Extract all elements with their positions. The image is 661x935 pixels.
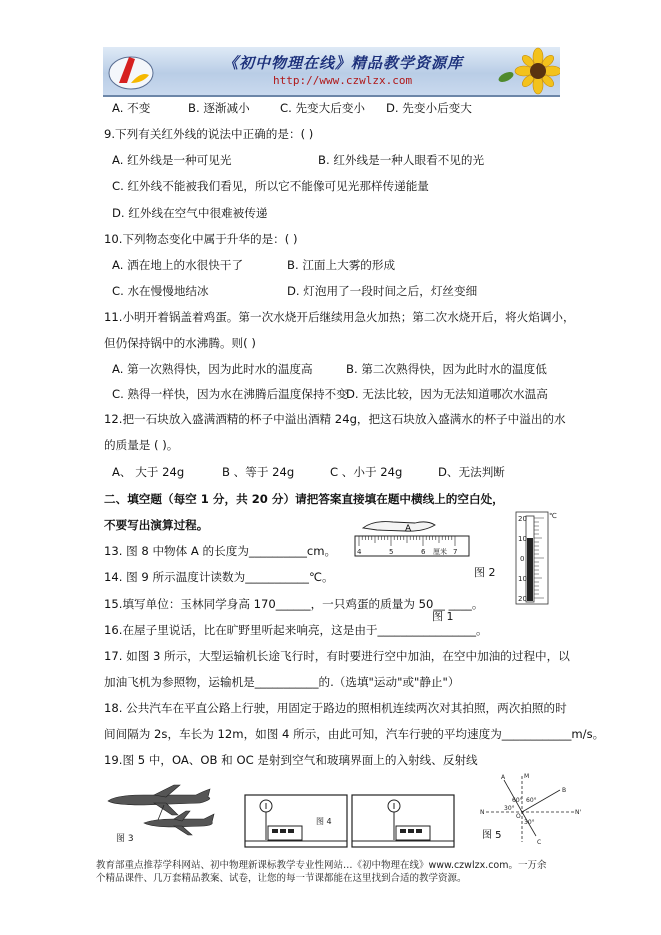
label-n-prime: N' [575, 809, 582, 816]
figure-3-aircraft [104, 783, 226, 845]
q13-text: 13. 图 8 中物体 A 的长度为__________cm。 [104, 544, 337, 558]
figure-2-label: 图 2 [474, 566, 496, 579]
q10-option-b: B. 江面上大雾的形成 [287, 258, 396, 272]
photo-frame-1 [245, 795, 347, 847]
ruler-tick-label-7: 7 [453, 548, 458, 556]
footer-line1: 教育部重点推荐学科网站、初中物理新课标教学专业性网站…《初中物理在线》www.czwlzx.com。一万余 [96, 860, 547, 871]
figure-4-label: 图 4 [316, 817, 332, 826]
tanker-wing-bottom [174, 826, 192, 835]
q11-stem-line1: 11.小明开着锅盖着鸡蛋。第一次水烧开后继续用急火加热；第二次水烧开后，将火焰调小， [104, 310, 575, 324]
transport-wing-bottom [154, 803, 178, 815]
q17-line1: 17. 如图 3 所示，大型运输机长途飞行时，有时要进行空中加油，在空中加油的过程中，以 [104, 649, 570, 663]
thermometer-tick-10-bottom: 10 [518, 575, 527, 583]
q8-option-b: B. 逐渐减小 [188, 101, 250, 115]
angle-3: 30° [504, 805, 515, 812]
q8-option-c: C. 先变大后变小 [280, 101, 366, 115]
q9-stem: 9.下列有关红外线的说法中正确的是：( ) [104, 127, 314, 141]
q18-line1: 18. 公共汽车在平直公路上行驶，用固定于路边的照相机连续两次对其拍照，两次拍照的时 [104, 701, 567, 715]
q12-stem-line2: 的质量是 ( )。 [104, 438, 179, 452]
thermometer-liquid [527, 538, 533, 601]
q9-option-c: C. 红外线不能被我们看见，所以它不能像可见光那样传递能量 [112, 179, 429, 193]
label-a: A [501, 774, 506, 781]
footer-line2: 个精品课件、几万套精品教案、试卷，让您的每一节课都能在这里找到合适的教学资源。 [96, 873, 467, 884]
figure-1-ruler [353, 514, 473, 570]
thermometer-tick-10-top: 10 [518, 535, 527, 543]
q12-stem-line1: 12.把一石块放入盛满酒精的杯子中溢出酒精 24g，把这石块放入盛满水的杯子中溢出的水 [104, 412, 566, 426]
q12-option-b: B 、等于 24g [222, 465, 295, 479]
q16-text: 16.在屋子里说话，比在旷野里听起来响亮，这是由于_________________。 [104, 623, 488, 637]
label-c: C [537, 839, 542, 846]
label-b: B [562, 787, 567, 794]
transport-aircraft [108, 789, 210, 805]
ruler-object-label: A [405, 524, 412, 534]
thermometer-tick-0: 0 [520, 555, 525, 563]
figure-4-bus-photos [244, 794, 456, 848]
q19-text: 19.图 5 中，OA、OB 和 OC 是射到空气和玻璃界面上的入射线、反射线 [104, 753, 478, 767]
section2-heading-line2: 不要写出演算过程。 [104, 518, 209, 532]
label-m: M [524, 773, 530, 780]
header-title: 《初中物理在线》精品教学资源库 [223, 54, 464, 72]
q11-option-d: D. 无法比较，因为无法知道哪次水温高 [346, 387, 548, 401]
ruler-object-a [363, 522, 435, 532]
figure-5-label: 图 5 [482, 830, 502, 841]
q12-option-d: D、无法判断 [438, 465, 505, 479]
angle-1: 60° [512, 797, 523, 804]
thermometer-tick-20-bottom: 20 [518, 595, 527, 603]
q11-option-a: A. 第一次熟得快，因为此时水的温度高 [112, 362, 313, 376]
q12-option-c: C 、小于 24g [330, 465, 403, 479]
section2-heading-line1: 二、填空题（每空 1 分，共 20 分）请把答案直接填在题中横线上的空白处， [104, 492, 504, 506]
angle-4: 30° [524, 819, 535, 826]
photo-frame-2 [352, 795, 454, 847]
q17-line2: 加油飞机为参照物，运输机是___________的.（选填"运动"或"静止"） [104, 675, 460, 689]
label-n: N [480, 809, 485, 816]
thermometer-unit: ℃ [549, 512, 557, 520]
ruler-tick-label-5: 5 [389, 548, 394, 556]
label-o: O [516, 813, 521, 820]
q10-stem: 10.下列物态变化中属于升华的是：( ) [104, 232, 298, 246]
q11-stem-line2: 但仍保持锅中的水沸腾。则( ) [104, 336, 256, 350]
q10-option-d: D. 灯泡用了一段时间之后，灯丝变细 [287, 284, 478, 298]
q9-option-a: A. 红外线是一种可见光 [112, 153, 232, 167]
figure-3-label: 图 3 [116, 834, 134, 844]
q12-option-a: A、 大于 24g [112, 465, 185, 479]
header-banner [103, 47, 560, 97]
q8-option-d: D. 先变小后变大 [386, 101, 472, 115]
q14-text: 14. 图 9 所示温度计读数为___________℃。 [104, 570, 334, 584]
q10-option-a: A. 洒在地上的水很快干了 [112, 258, 244, 272]
figure-1-label: 图 1 [432, 610, 454, 623]
q11-option-b: B. 第二次熟得快，因为此时水的温度低 [346, 362, 547, 376]
ruler-tick-label-4: 4 [357, 548, 362, 556]
q9-option-b: B. 红外线是一种人眼看不见的光 [318, 153, 485, 167]
ruler-tick-label-6: 6 [421, 548, 426, 556]
site-logo [105, 49, 157, 93]
q11-option-c: C. 熟得一样快，因为水在沸腾后温度保持不变 [112, 387, 348, 401]
ruler-unit-label: 厘米 [433, 548, 447, 556]
header-url[interactable]: http://www.czwlzx.com [273, 74, 413, 87]
thermometer-tick-20-top: 20 [518, 515, 527, 523]
q8-option-a: A. 不变 [112, 101, 151, 115]
angle-2: 60° [526, 797, 537, 804]
q18-line2: 间间隔为 2s，车长为 12m，如图 4 所示，由此可知，汽车行驶的平均速度为____________m/s。 [104, 727, 605, 741]
figure-2-thermometer [500, 508, 562, 608]
q15-text: 15.填写单位：玉林同学身高 170______，一只鸡蛋的质量为 50__ ____。 [104, 597, 484, 611]
sunflower-icon [498, 47, 560, 95]
q9-option-d: D. 红外线在空气中很难被传递 [112, 206, 268, 220]
q10-option-c: C. 水在慢慢地结冰 [112, 284, 209, 298]
